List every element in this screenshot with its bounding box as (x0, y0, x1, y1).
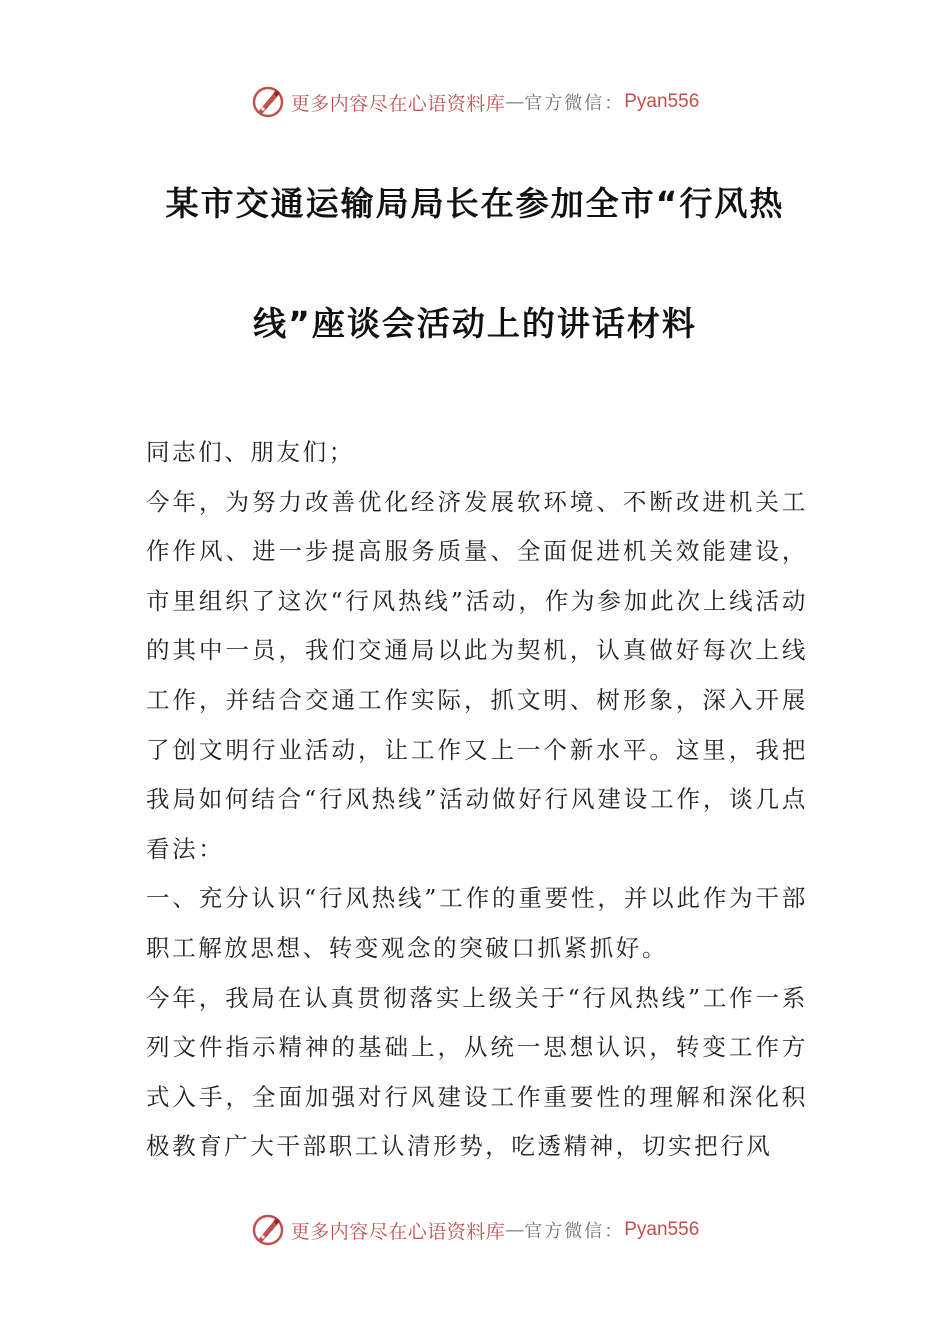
pen-logo-icon (251, 1213, 285, 1247)
banner-wechat-label: 官方微信： (524, 1221, 625, 1242)
pen-logo-icon (251, 85, 285, 119)
banner-promo-text: 更多内容尽在心语资料库 (290, 92, 506, 115)
banner-separator: — (505, 91, 525, 113)
banner-promo-text: 更多内容尽在心语资料库 (290, 1220, 506, 1243)
intro-paragraph: 今年，为努力改善优化经济发展软环境、不断改进机关工作作风、进一步提高服务质量、全面促进机关效能建设，市里组织了这次“行风热线”活动，作为参加此次上线活动的其中一员，我们交通局以此为契机，认真做好每次上线工作，并结合交通工作实际，抓文明、树形象，深入开展了创文明行业活动，让工作又上一个新水平。这里，我把我局如何结合“行风热线”活动做好行风建设工作，谈几点看法： (146, 487, 808, 863)
document-title-line-2: 线”座谈会活动上的讲话材料 (253, 304, 697, 343)
header-watermark-banner (0, 80, 950, 124)
document-title-line-1: 某市交通运输局局长在参加全市“行风热 (165, 184, 785, 223)
greeting-paragraph: 同志们、朋友们； (146, 438, 355, 466)
banner-wechat-label: 官方微信： (524, 93, 625, 114)
banner-wechat-id: Pyan556 (624, 1219, 700, 1240)
section-heading-1: 一、充分认识“行风热线”工作的重要性，并以此作为干部职工解放思想、转变观念的突破口抓紧抓好。 (146, 884, 808, 962)
document-body (146, 428, 808, 1172)
banner-separator: — (505, 1219, 525, 1241)
section-paragraph-1: 今年，我局在认真贯彻落实上级关于“行风热线”工作一系列文件指示精神的基础上，从统一思想认识，转变工作方式入手，全面加强对行风建设工作重要性的理解和深化积极教育广大干部职工认清形势，吃透精神，切实把行风 (146, 983, 808, 1161)
banner-wechat-id: Pyan556 (624, 91, 700, 112)
footer-watermark-banner (0, 1208, 950, 1252)
